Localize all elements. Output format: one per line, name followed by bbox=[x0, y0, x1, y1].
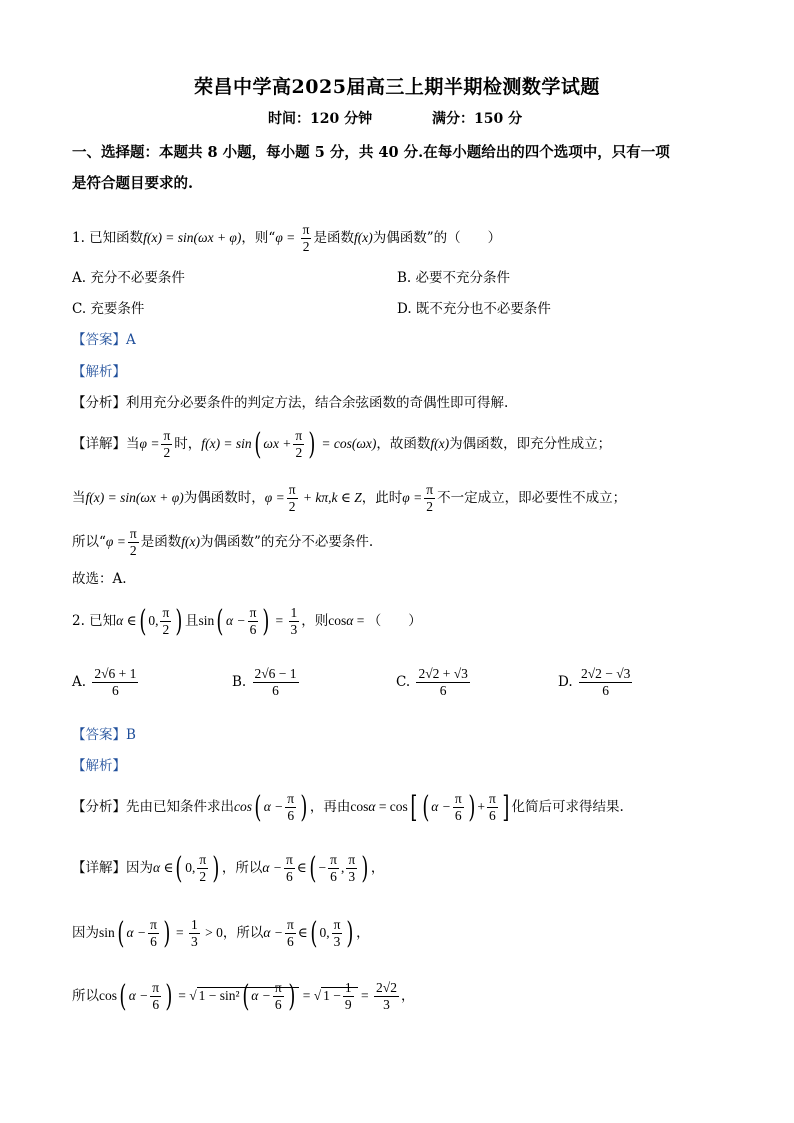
q1-conclusion: 故选：A. bbox=[72, 571, 127, 587]
section-heading-cont: 是符合题目要求的. bbox=[72, 175, 194, 192]
q1-detail-line2: 当f(x) = sin(ωx + φ)为偶函数时，φ = $\frac{\pi}{2}$ + kπ,k ∈ Z，此时φ = $\frac{\pi}{2}$ 不一定成立，即必要性不成立； bbox=[72, 482, 627, 514]
q2-option-a: A. $\frac{2√6 + 1}{6}$ bbox=[72, 666, 137, 698]
q1-option-d: D. 既不充分也不必要条件 bbox=[397, 301, 551, 317]
section-heading: 一、选择题：本题共 8 小题，每小题 5 分，共 40 分.在每小题给出的四个选项中，只有一项 bbox=[72, 144, 670, 161]
q1-option-c: C. 充要条件 bbox=[72, 301, 145, 317]
q1-analysis-heading: 【解析】 bbox=[72, 364, 126, 380]
page-title: 荣昌中学高2025届高三上期半期检测数学试题 bbox=[194, 76, 600, 98]
exam-time: 时间：120 分钟 bbox=[268, 111, 373, 127]
q2-option-c: C. $\frac{2√2 + √3}{6}$ bbox=[396, 666, 468, 698]
q2-option-b: B. $\frac{2√6 - 1}{6}$ bbox=[232, 666, 297, 698]
q2-fenxi: 【分析】先由已知条件求出cos( α − $\frac{\pi}{6}$ ) ，再由cosα = cos[ ( α − $\frac{\pi}{6}$ ) + $\frac{\pi}{6}$ ] 化简后可求得结果. bbox=[72, 789, 624, 825]
q1-answer: 【答案】A bbox=[72, 332, 136, 348]
q1-option-a: A. 充分不必要条件 bbox=[72, 270, 185, 286]
q1-detail-line1: 【详解】当φ = $\frac{\pi}{2}$ 时，f(x) = sin( ωx + $\frac{\pi}{2}$ ) = cos(ωx)，故函数f(x)为偶函数，即充分性成立； bbox=[72, 426, 612, 462]
q2-detail-line2: 因为sin( α − $\frac{\pi}{6}$ ) = $\frac{1}{3}$ > 0，所以α − $\frac{\pi}{6}$ ∈( 0, $\frac{\pi}{3}$ ) ， bbox=[72, 915, 370, 951]
q2-detail-line3: 所以cos( α − $\frac{\pi}{6}$ ) = √ 1 − sin²( α − $\frac{\pi}{6}$ ) = √ 1 − $\frac{1}{9}$ = $\frac{2√2}{3}$ ， bbox=[72, 978, 415, 1014]
q2-analysis-heading: 【解析】 bbox=[72, 758, 126, 774]
q1-fenxi: 【分析】利用充分必要条件的判定方法，结合余弦函数的奇偶性即可得解. bbox=[72, 395, 509, 411]
q1-stem: 1. 已知函数f(x) = sin(ωx + φ)，则“φ = $\frac{\pi}{2}$ 是函数f(x)为偶函数”的（ ） bbox=[72, 222, 502, 254]
exam-full-score: 满分：150 分 bbox=[432, 111, 523, 127]
q1-formula-phi: φ = bbox=[275, 230, 299, 245]
q1-option-b: B. 必要不充分条件 bbox=[397, 270, 511, 286]
q1-formula-f: f(x) = sin(ωx + φ) bbox=[143, 230, 242, 245]
q2-answer: 【答案】B bbox=[72, 727, 136, 743]
q2-option-d: D. $\frac{2√2 - √3}{6}$ bbox=[558, 666, 631, 698]
q2-stem: 2. 已知α ∈( 0, $\frac{\pi}{2}$ ) 且sin( α − $\frac{\pi}{6}$ ) = $\frac{1}{3}$ ，则cosα = （ ） bbox=[72, 603, 422, 639]
q2-detail-line1: 【详解】因为α ∈( 0, $\frac{\pi}{2}$ ) ，所以α − $\frac{\pi}{6}$ ∈( − $\frac{\pi}{6}$ , $\frac{\pi}{3}$ ) ， bbox=[72, 850, 385, 886]
q1-detail-line3: 所以“φ = $\frac{\pi}{2}$ 是函数f(x)为偶函数”的充分不必要条件. bbox=[72, 526, 374, 558]
